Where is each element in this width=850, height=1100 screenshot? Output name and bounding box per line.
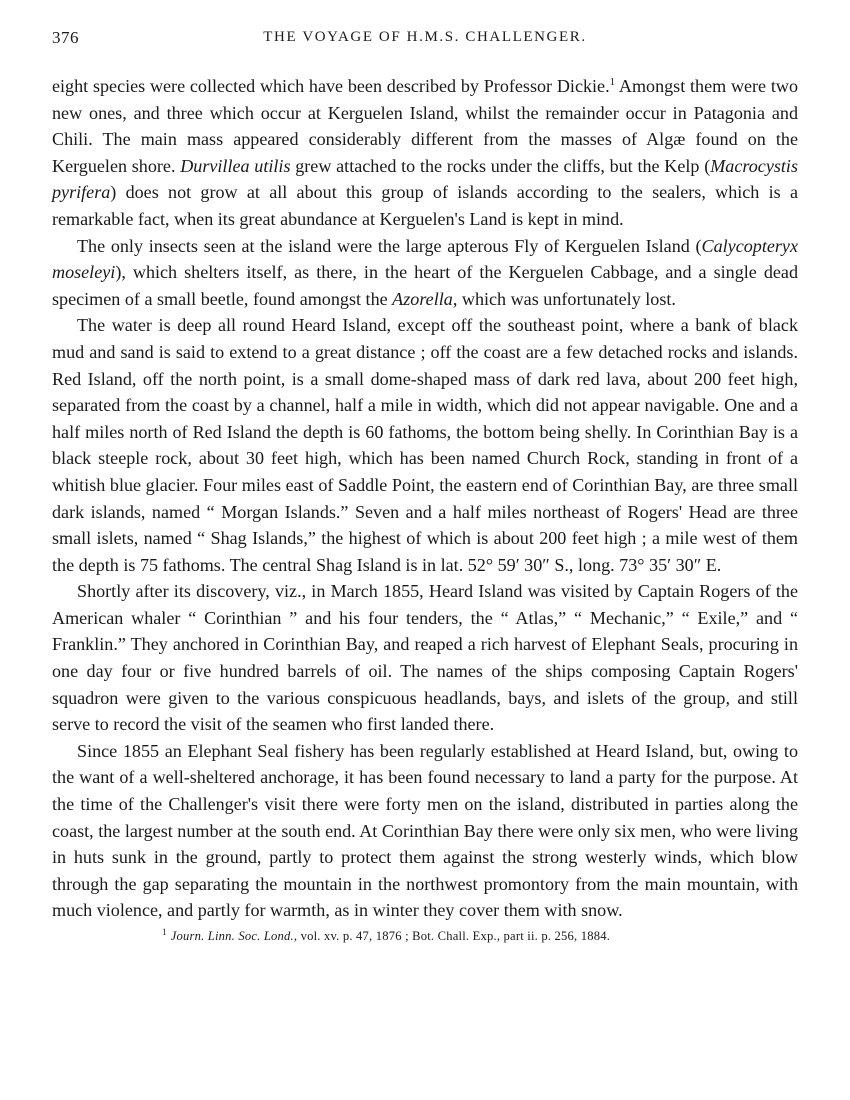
paragraph-soundings: The water is deep all round Heard Island, except off the southeast point, where a bank of black mud and sand is said to extend to a great distance ; off the coast are a few detached rocks and islands. Red Island, off the north point, is a small dome-shaped mass of dark red lava, about 200 feet high, separated from the coast by a channel, half a mile in width, which did not appear navigable. One and a half miles north of Red Island the depth is 60 fathoms, the bottom being shelly. In Corinthian Bay is a black steeple rock, about 30 feet high, which has been named Church Rock, standing in front of a whitish blue glacier. Four miles east of Saddle Point, the eastern end of Corinthian Bay, are three small dark islands, named “ Morgan Islands.” Seven and a half miles northeast of Rogers' Head are three small islets, named “ Shag Islands,” the highest of which is about 200 feet high ; a mile west of them the depth is 75 fathoms. The central Shag Island is in lat. 52° 59′ 30″ S., long. 73° 35′ 30″ E. xyxy=(52,315,798,575)
running-header xyxy=(52,28,798,52)
text-run: , which was unfortunately lost. xyxy=(452,288,676,309)
paragraph-algae xyxy=(52,73,798,233)
species-name: Macrocystis pyrifera xyxy=(52,155,798,203)
species-name: Durvillea utilis xyxy=(180,155,291,176)
paragraph-discovery: Shortly after its discovery, viz., in March 1855, Heard Island was visited by Captain Rogers of the American whaler “ Corinthian ” and his four tenders, the “ Atlas,” “ Mechanic,” “ Exile,” and “ Franklin.” They anchored in Corinthian Bay, and reaped a rich harvest of Elephant Seals, procuring in one day four or five hundred barrels of oil. The names of the ships composing Captain Rogers' squadron were given to the various conspicuous headlands, bays, and islets of the group, and still serve to record the visit of the seamen who first landed there. xyxy=(52,581,798,735)
running-title: THE VOYAGE OF H.M.S. CHALLENGER. xyxy=(263,29,587,45)
text-run: The only insects seen at the island were the large apterous Fly of Kerguelen Island ( xyxy=(77,235,702,256)
text-run: grew attached to the rocks under the cliffs, but the Kelp ( xyxy=(290,155,711,176)
species-name: Calycopteryx moseleyi xyxy=(52,235,798,283)
footnote-reference: 1 xyxy=(609,75,616,88)
footnote-marker: 1 xyxy=(162,926,167,937)
book-page xyxy=(52,28,798,944)
text-run: eight species were collected which have been described by Professor Dickie. xyxy=(52,76,610,96)
species-name: Azorella xyxy=(392,288,453,309)
text-run: ), which shelters itself, as there, in the heart of the Kerguelen Cabbage, and a single dead specimen of a small beetle, found amongst the xyxy=(52,262,798,309)
page-number: 376 xyxy=(52,28,79,47)
paragraph-insects xyxy=(52,233,798,313)
text-run: ) does not grow at all about this group of islands according to the sealers, which is a remarkable fact, when its great abundance at Kerguelen's Land is kept in mind. xyxy=(52,182,798,229)
text-run: Amongst them were two new ones, and three which occur at Kerguelen Island, whilst the remainder occur in Patagonia and Chili. The main mass appeared considerably different from the masses of Algæ found on the Kerguelen shore. xyxy=(52,76,799,176)
footnote xyxy=(52,928,798,944)
body-text xyxy=(52,73,798,924)
footnote-journal: Journ. Linn. Soc. Lond. xyxy=(170,929,294,943)
footnote-citation: , vol. xv. p. 47, 1876 ; Bot. Chall. Exp., part ii. p. 256, 1884. xyxy=(293,929,611,943)
paragraph-seal-fishery: Since 1855 an Elephant Seal fishery has been regularly established at Heard Island, but, owing to the want of a well-sheltered anchorage, it has been found necessary to land a party for the purpose. At the time of the Challenger's visit there were forty men on the island, distributed in parties along the coast, the largest number at the south end. At Corinthian Bay there were only six men, who were living in huts sunk in the ground, partly to protect them against the strong westerly winds, which blow through the gap separating the mountain in the northwest promontory from the main mountain, with much violence, and partly for warmth, as in winter they cover them with snow. xyxy=(52,740,798,921)
